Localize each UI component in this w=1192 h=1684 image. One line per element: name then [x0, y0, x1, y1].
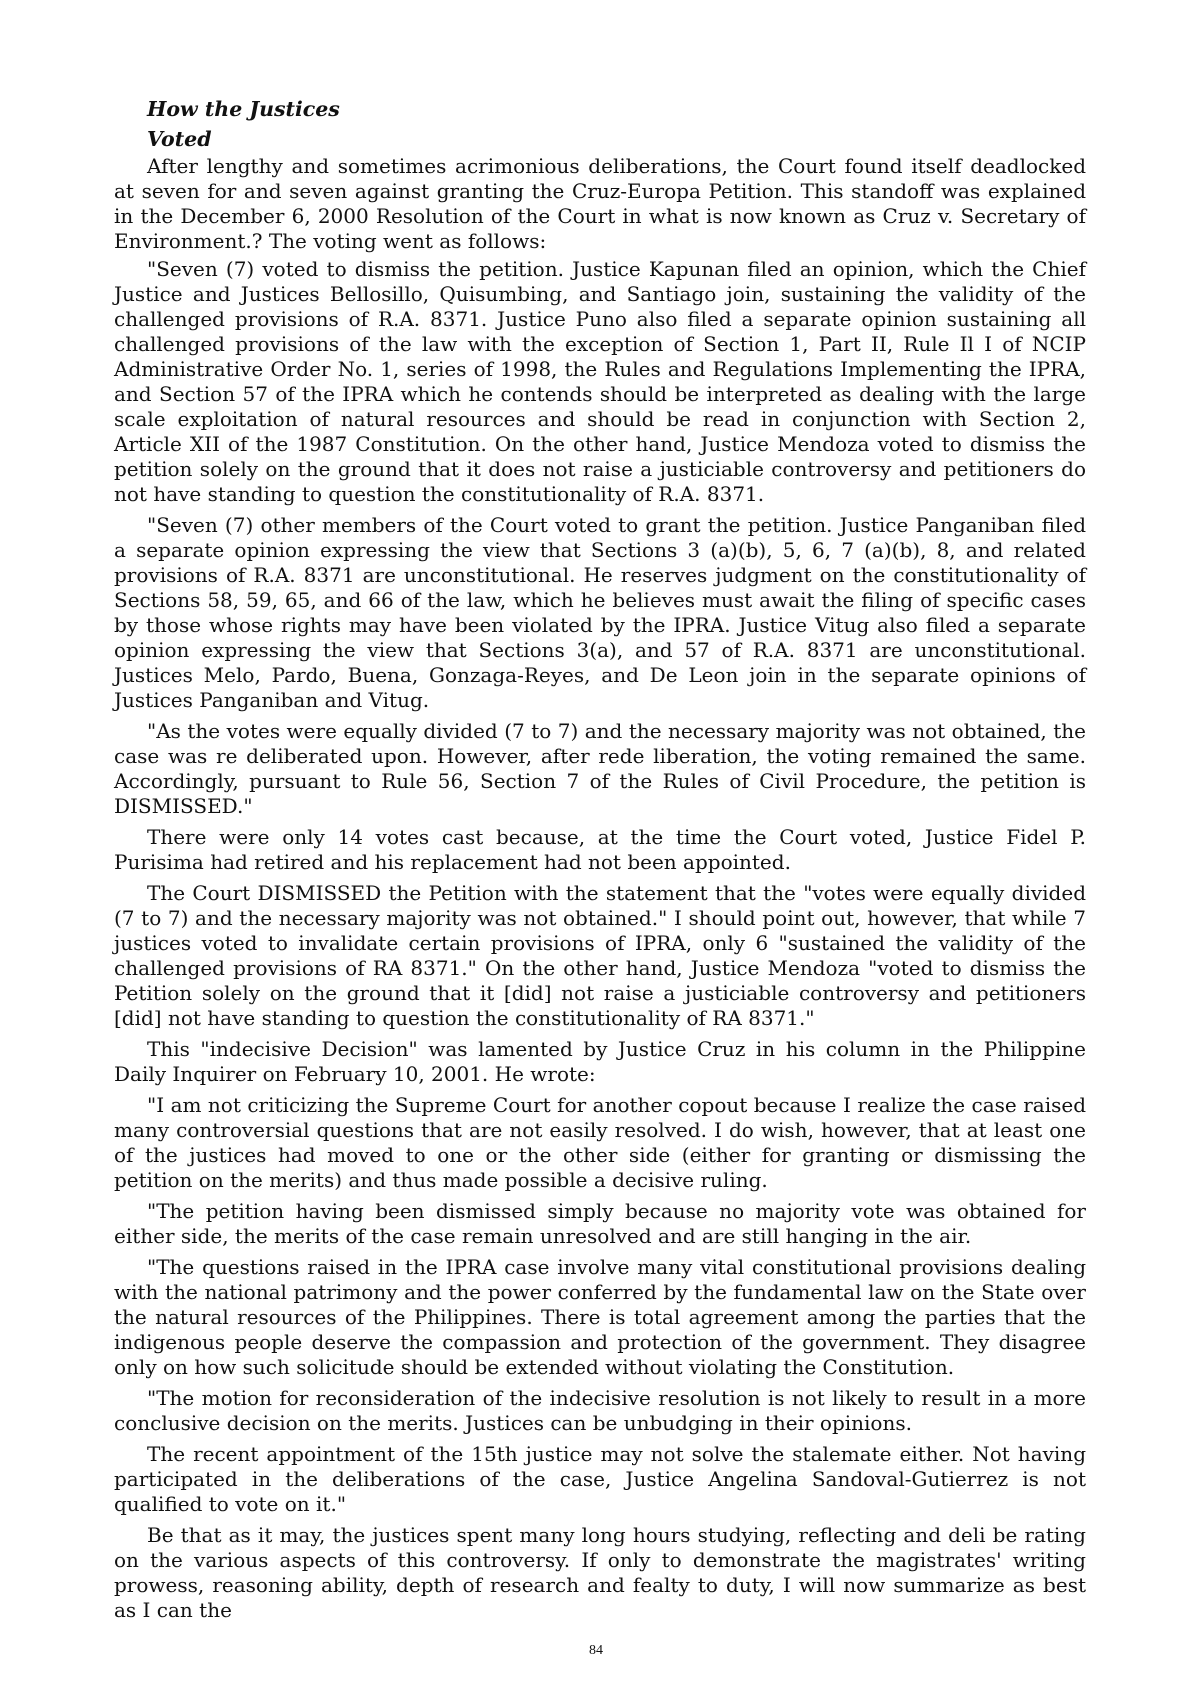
paragraph: "Seven (7) other members of the Court voted to grant the petition. Justice Panganiban filed a separate opinion expressing the view that Sections 3 (a)(b), 5, 6, 7 (a)(b), 8, and related provisions of R.A. 8371 are unconstitutional. He reserves judgment on the constitutionality of Sections 58, 59, 65, and 66 of the law, which he believes must await the filing of specific cases by those whose rights may have been violated by the IPRA. Justice Vitug also filed a separate opinion expressing the view that Sections 3(a), and 57 of R.A. 8371 are unconstitutional. Justices Melo, Pardo, Buena, Gonzaga-Reyes, and De Leon join in the separate opinions of Justices Panganiban and Vitug.: [114, 513, 1086, 712]
section-heading-line-1: How the Justices: [147, 97, 340, 121]
paragraph: After lengthy and sometimes acrimonious deliberations, the Court found itself deadlocked at seven for and seven against granting the Cruz-Europa Petition. This standoff was explained in the December 6, 2000 Resolution of the Court in what is now known as Cruz v. Secretary of Environment.? The voting went as follows:: [114, 154, 1086, 253]
section-heading-line-2: Voted: [147, 127, 212, 151]
paragraph: "The motion for reconsideration of the indecisive resolution is not likely to result in a more conclusive decision on the merits. Justices can be unbudging in their opinions.: [114, 1386, 1086, 1435]
paragraph: "I am not criticizing the Supreme Court for another copout because I realize the case raised many controversial questions that are not easily resolved. I do wish, however, that at least one of the justices had moved to one or the other side (either for granting or dismissing the petition on the merits) and thus made possible a decisive ruling.: [114, 1093, 1086, 1192]
paragraph: Be that as it may, the justices spent many long hours studying, reflecting and deli be rating on the various aspects of this controversy. If only to demonstrate the magistrates' writing prowess, reasoning ability, depth of research and fealty to duty, I will now summarize as best as I can the: [114, 1523, 1086, 1622]
paragraph: "The petition having been dismissed simply because no majority vote was obtained for either side, the merits of the case remain unresolved and are still hanging in the air.: [114, 1199, 1086, 1248]
paragraph: The Court DISMISSED the Petition with the statement that the "votes were equally divided (7 to 7) and the necessary majority was not obtained." I should point out, however, that while 7 justices voted to invalidate certain provisions of IPRA, only 6 "sustained the validity of the challenged provisions of RA 8371." On the other hand, Justice Mendoza "voted to dismiss the Petition solely on the ground that it [did] not raise a justiciable controversy and petitioners [did] not have standing to question the constitutionality of RA 8371.": [114, 881, 1086, 1030]
paragraph: "The questions raised in the IPRA case involve many vital constitutional provisions dealing with the national patrimony and the power conferred by the fundamental law on the State over the natural resources of the Philippines. There is total agreement among the parties that the indigenous people deserve the compassion and protection of the government. They disagree only on how such solicitude should be extended without violating the Constitution.: [114, 1255, 1086, 1379]
paragraph: "Seven (7) voted to dismiss the petition. Justice Kapunan filed an opinion, which the Chief Justice and Justices Bellosillo, Quisumbing, and Santiago join, sustaining the validity of the challenged provisions of R.A. 8371. Justice Puno also filed a separate opinion sustaining all challenged provisions of the law with the exception of Section 1, Part II, Rule Il I of NCIP Administrative Order No. 1, series of 1998, the Rules and Regulations Implementing the IPRA, and Section 57 of the IPRA which he contends should be interpreted as dealing with the large scale exploitation of natural resources and should be read in conjunction with Section 2, Article XII of the 1987 Constitution. On the other hand, Justice Mendoza voted to dismiss the petition solely on the ground that it does not raise a justiciable controversy and petitioners do not have standing to question the constitutionality of R.A. 8371.: [114, 257, 1086, 506]
paragraph: This "indecisive Decision" was lamented by Justice Cruz in his column in the Philippine Daily Inquirer on February 10, 2001. He wrote:: [114, 1037, 1086, 1086]
paragraph: "As the votes were equally divided (7 to 7) and the necessary majority was not obtained, the case was re deliberated upon. However, after rede liberation, the voting remained the same. Accordingly, pursuant to Rule 56, Section 7 of the Rules of Civil Procedure, the petition is DISMISSED.": [114, 719, 1086, 818]
page-body: [114, 94, 1086, 1629]
paragraph: There were only 14 votes cast because, at the time the Court voted, Justice Fidel P. Purisima had retired and his replacement had not been appointed.: [114, 825, 1086, 874]
paragraph: The recent appointment of the 15th justice may not solve the stalemate either. Not having participated in the deliberations of the case, Justice Angelina Sandoval-Gutierrez is not qualified to vote on it.": [114, 1442, 1086, 1516]
page-number: 84: [589, 1643, 603, 1658]
